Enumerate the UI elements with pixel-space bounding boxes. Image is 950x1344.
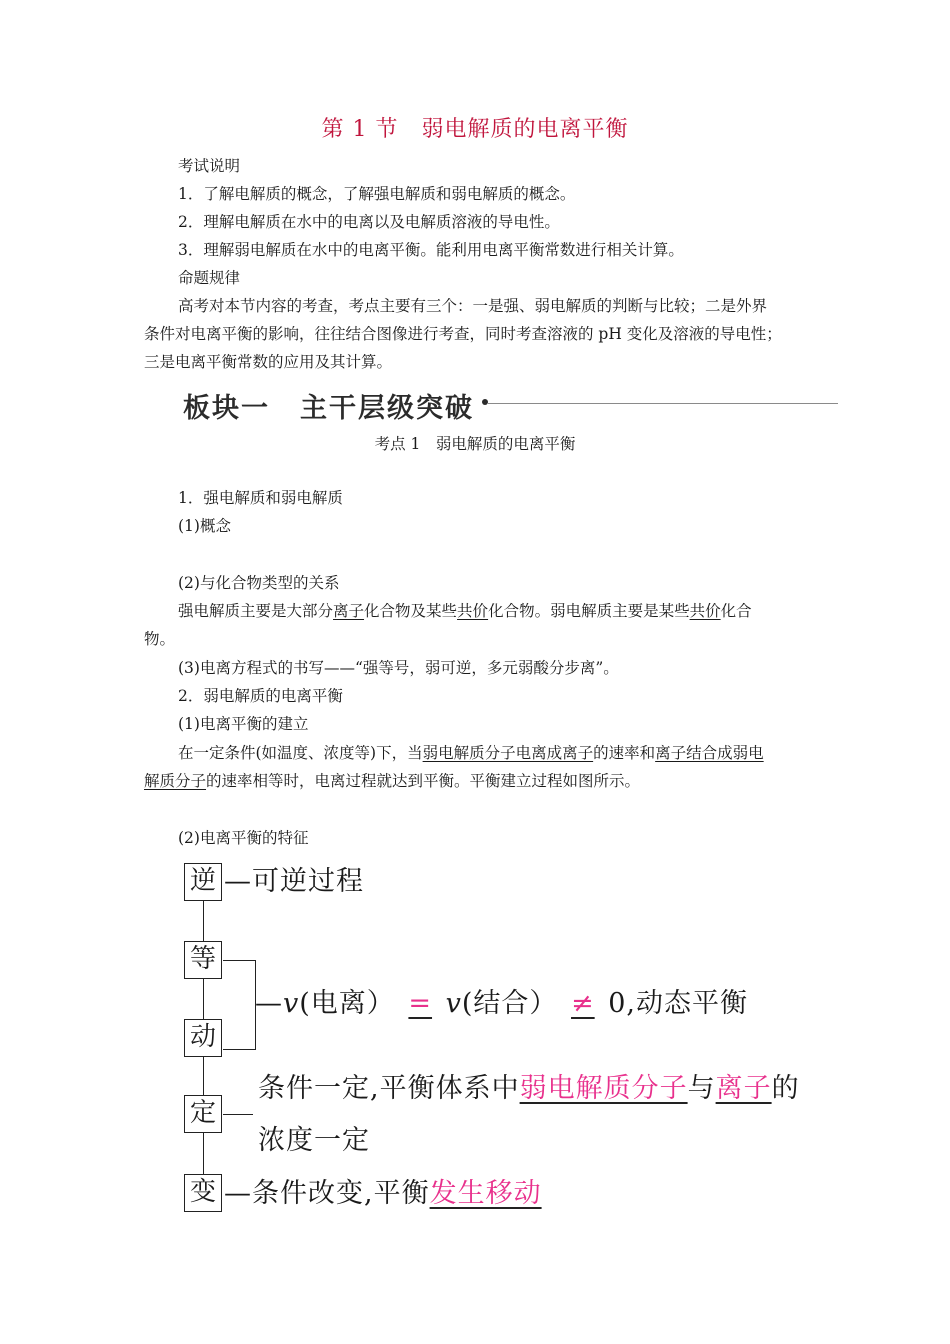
blank-answer: 弱电解质分子电离成离子 (422, 744, 594, 762)
text-run: 的速率和 (593, 744, 656, 762)
relation-paragraph (178, 601, 752, 621)
blank-answer: 发生移动 (429, 1178, 542, 1209)
rules-line: 高考对本节内容的考查，考点主要有三个：一是强、弱电解质的判断与比较；二是外界 (178, 297, 768, 315)
box-ni: 逆 (184, 863, 222, 901)
ding-text-line2: 浓度一定 (258, 1125, 370, 1156)
dash: — (255, 988, 283, 1019)
box-deng: 等 (184, 941, 222, 979)
rules-heading: 命题规律 (178, 269, 241, 287)
box-dong: 动 (184, 1019, 222, 1057)
text-run: —条件改变,平衡 (224, 1178, 430, 1209)
kaodian-title: 考点 1 弱电解质的电离平衡 (374, 435, 576, 453)
deng-dong-text (255, 988, 748, 1020)
heading-2-2: (2)电离平衡的特征 (178, 829, 309, 847)
text-run: (电离） (299, 988, 395, 1019)
heading-2-1: (1)电离平衡的建立 (178, 715, 309, 733)
exam-desc-item: 1．了解电解质的概念，了解强电解质和弱电解质的概念。 (178, 185, 576, 203)
box-bian: 变 (184, 1174, 222, 1212)
exam-desc-heading: 考试说明 (178, 157, 241, 175)
section-heading (183, 386, 474, 425)
blank-answer: 解质分子 (144, 772, 207, 790)
text-run: 化合物及某些 (364, 602, 458, 620)
relation-paragraph-end: 物。 (144, 630, 176, 648)
blank-answer: 离子 (333, 602, 365, 620)
text-run: 的 (771, 1073, 800, 1104)
build-paragraph (178, 743, 764, 763)
heading-1: 1．强电解质和弱电解质 (178, 489, 343, 507)
ni-text: —可逆过程 (224, 866, 364, 897)
rules-line: 三是电离平衡常数的应用及其计算。 (144, 353, 393, 371)
connector-line (203, 979, 204, 1019)
blank-answer: 离子结合成弱电 (655, 744, 764, 762)
heading-1-3: (3)电离方程式的书写——“强等号，弱可逆，多元弱酸分步离”。 (178, 659, 619, 677)
blank-answer: 弱电解质分子 (519, 1073, 688, 1104)
text-run: 化合 (720, 602, 752, 620)
rules-line: 条件对电离平衡的影响，往往结合图像进行考查，同时考查溶液的 pH 变化及溶液的导电性； (144, 325, 782, 343)
text-run: 的速率相等时，电离过程就达到平衡。平衡建立过程如图所示。 (206, 772, 641, 790)
section-part1: 板块一 (183, 393, 270, 424)
bracket-top (223, 960, 256, 961)
text-run: 与 (687, 1073, 716, 1104)
heading-2: 2．弱电解质的电离平衡 (178, 687, 343, 705)
ding-text-line1 (258, 1073, 800, 1105)
text-run: (结合） (461, 988, 558, 1019)
not-equal-answer: ≠ (571, 988, 595, 1019)
connector-line (203, 901, 204, 941)
blank-answer: 共价 (457, 602, 489, 620)
equal-answer: = (408, 988, 433, 1019)
rate-symbol: v (445, 988, 462, 1019)
page-title: 第 1 节 弱电解质的电离平衡 (321, 117, 629, 142)
text-run: 0,动态平衡 (608, 988, 749, 1019)
text-run: 强电解质主要是大部分 (178, 602, 334, 620)
blank-answer: 离子 (715, 1073, 772, 1104)
connector-line (203, 1057, 204, 1095)
heading-1-1: (1)概念 (178, 517, 231, 535)
section-divider (488, 403, 838, 404)
box-ding: 定 (184, 1095, 222, 1133)
section-dot (482, 399, 488, 405)
text-run: 条件一定,平衡体系中 (258, 1073, 520, 1104)
heading-1-2: (2)与化合物类型的关系 (178, 574, 340, 592)
section-part2: 主干层级突破 (300, 393, 474, 424)
blank-answer: 共价 (689, 602, 721, 620)
exam-desc-item: 2．理解电解质在水中的电离以及电解质溶液的导电性。 (178, 213, 560, 231)
rate-symbol: v (283, 988, 300, 1019)
text-run: 化合物。弱电解质主要是某些 (488, 602, 690, 620)
text-run: 在一定条件(如温度、浓度等)下，当 (178, 744, 423, 762)
ding-connector (223, 1114, 253, 1115)
bracket-bottom (223, 1049, 256, 1050)
build-paragraph-2 (144, 771, 640, 791)
exam-desc-item: 3．理解弱电解质在水中的电离平衡。能利用电离平衡常数进行相关计算。 (178, 241, 684, 259)
connector-line (203, 1133, 204, 1174)
bian-text (224, 1178, 542, 1210)
